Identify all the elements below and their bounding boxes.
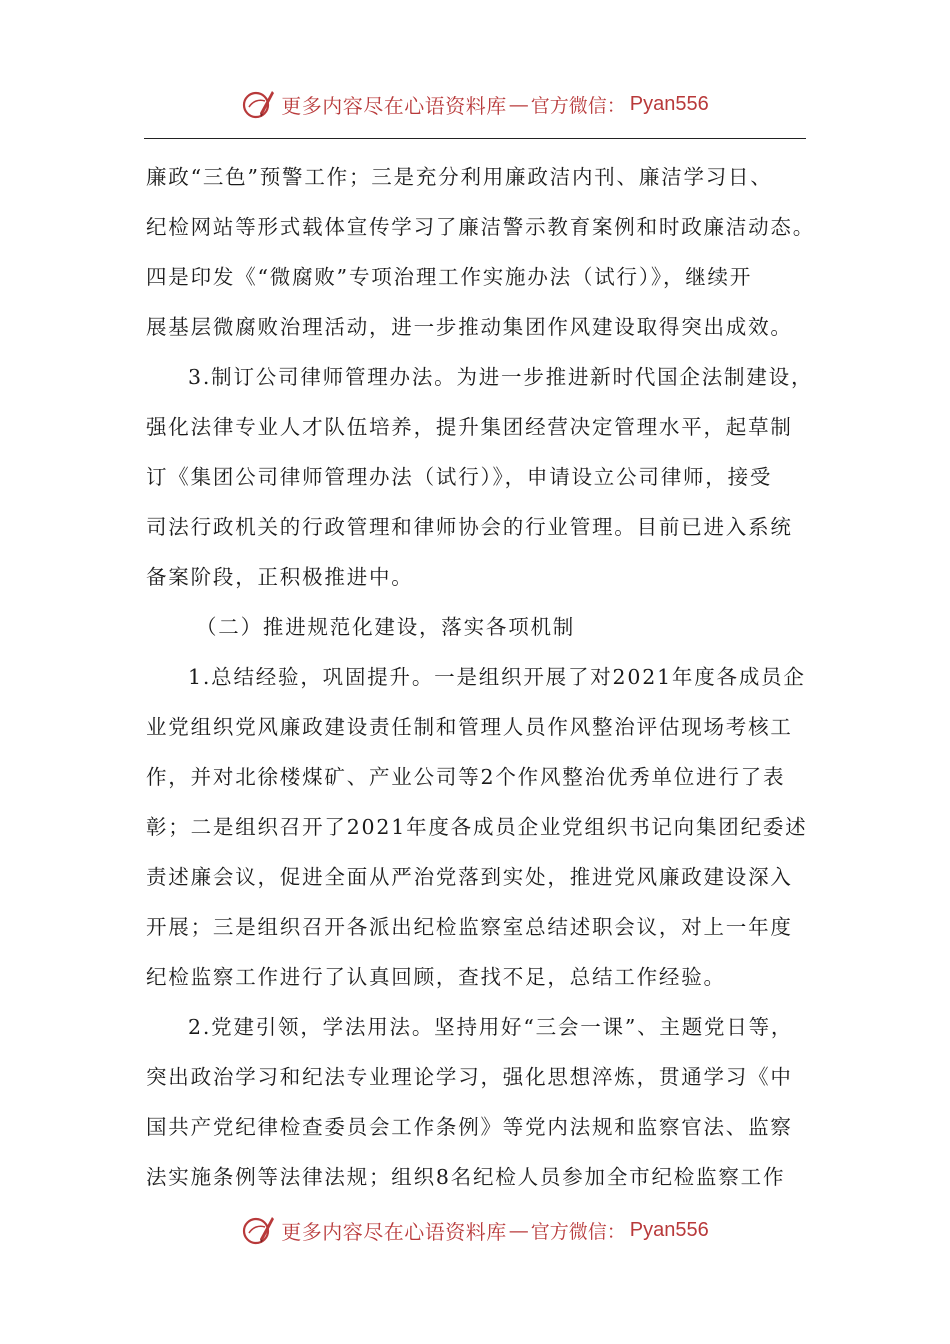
body-line: 强化法律专业人才队伍培养，提升集团经营决定管理水平，起草制 [146,415,793,439]
body-line: 展基层微腐败治理活动，进一步推动集团作风建设取得突出成效。 [146,315,793,339]
header-wechat-label: 官方微信： [530,94,626,117]
body-line: 廉政“三色”预警工作；三是充分利用廉政洁内刊、廉洁学习日、 [146,165,773,189]
body-line: 彰；二是组织召开了2021年度各成员企业党组织书记向集团纪委述 [146,815,808,839]
pen-circle-icon [241,87,275,121]
body-line: 备案阶段，正积极推进中。 [146,565,414,589]
pen-circle-icon [241,1213,275,1247]
body-line: 法实施条例等法律法规；组织8名纪检人员参加全市纪检监察工作 [146,1165,786,1189]
body-line: 订《集团公司律师管理办法（试行）》，申请设立公司律师，接受 [146,465,773,489]
header-slogan: 更多内容尽在心语资料库 [281,93,507,118]
section-heading: （二）推进规范化建设，落实各项机制 [196,615,576,639]
header-dash: — [508,92,529,116]
footer-slogan: 更多内容尽在心语资料库 [281,1219,507,1244]
footer-wechat-id: Pyan556 [629,1218,709,1241]
paragraph-start-line: 3.制订公司律师管理办法。为进一步推进新时代国企法制建设， [188,365,814,389]
paragraph-start-line: 2.党建引领，学法用法。坚持用好“三会一课”、主题党日等， [188,1015,794,1039]
body-line: 业党组织党风廉政建设责任制和管理人员作风整治评估现场考核工 [146,715,793,739]
document-body [146,152,815,1202]
paragraph-start-line: 1.总结经验，巩固提升。一是组织开展了对2021年度各成员企 [188,665,806,689]
footer-banner [0,1210,950,1250]
footer-dash: — [508,1218,529,1242]
body-line: 开展；三是组织召开各派出纪检监察室总结述职会议，对上一年度 [146,915,793,939]
header-divider [144,138,806,139]
footer-wechat-label: 官方微信： [530,1220,626,1243]
body-line: 纪检网站等形式载体宣传学习了廉洁警示教育案例和时政廉洁动态。 [146,215,815,239]
body-line: 司法行政机关的行政管理和律师协会的行业管理。目前已进入系统 [146,515,793,539]
body-line: 国共产党纪律检查委员会工作条例》等党内法规和监察官法、监察 [146,1115,793,1139]
body-line: 四是印发《“微腐败”专项治理工作实施办法（试行）》，继续开 [146,265,753,289]
header-wechat-id: Pyan556 [629,92,709,115]
body-line: 纪检监察工作进行了认真回顾，查找不足，总结工作经验。 [146,965,726,989]
body-line: 突出政治学习和纪法专业理论学习，强化思想淬炼，贯通学习《中 [146,1065,793,1089]
header-banner [0,84,950,124]
body-line: 责述廉会议，促进全面从严治党落到实处，推进党风廉政建设深入 [146,865,793,889]
body-line: 作，并对北徐楼煤矿、产业公司等2个作风整治优秀单位进行了表 [146,765,786,789]
